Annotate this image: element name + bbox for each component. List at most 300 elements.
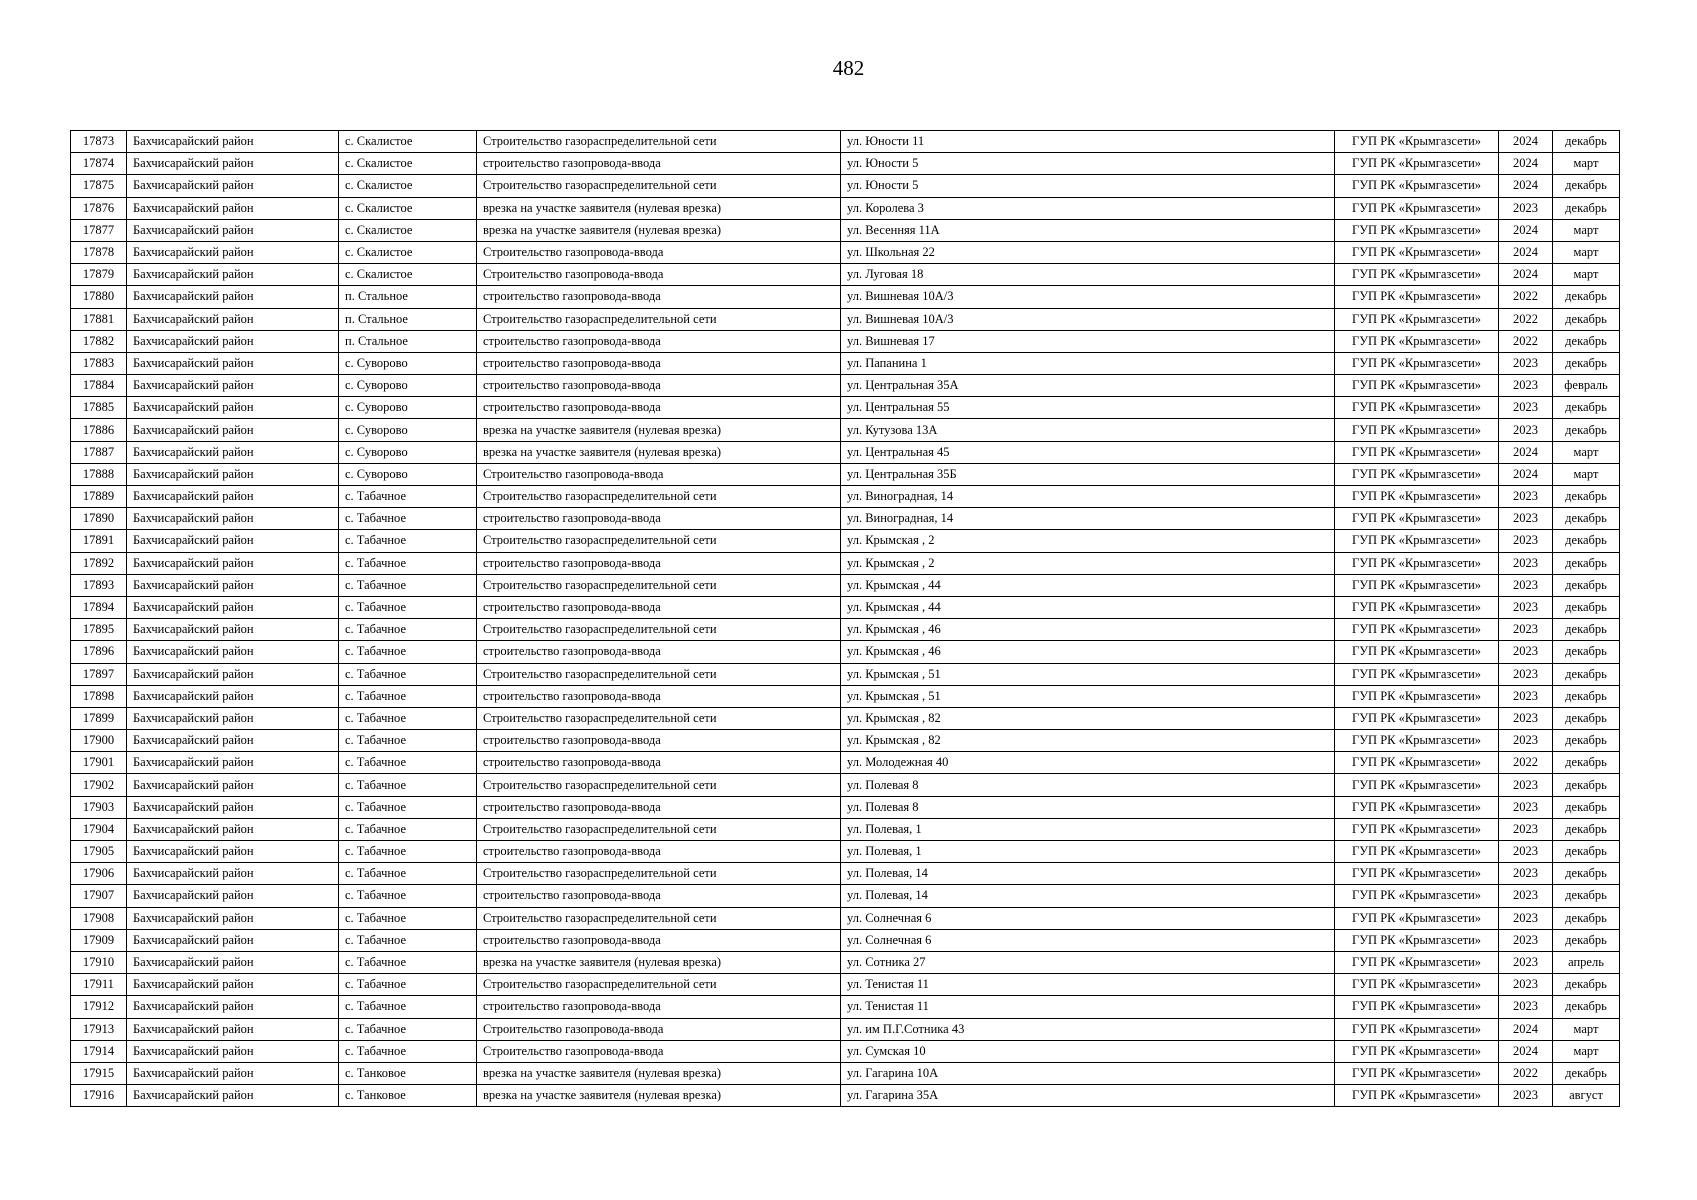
district-cell: Бахчисарайский район [127,1040,339,1062]
address-cell: ул. Крымская , 82 [841,730,1335,752]
month-cell: декабрь [1553,974,1620,996]
table-body [71,131,1620,1107]
year-cell: 2022 [1499,330,1553,352]
address-cell: ул. Крымская , 2 [841,530,1335,552]
address-cell: ул. Папанина 1 [841,352,1335,374]
month-cell: декабрь [1553,685,1620,707]
address-cell: ул. Центральная 35Б [841,463,1335,485]
district-cell: Бахчисарайский район [127,574,339,596]
work-type-cell: Строительство газораспределительной сети [477,530,841,552]
organization-cell: ГУП РК «Крымгазсети» [1335,463,1499,485]
month-cell: март [1553,1018,1620,1040]
address-cell: ул. Сумская 10 [841,1040,1335,1062]
address-cell: ул. им П.Г.Сотника 43 [841,1018,1335,1040]
work-type-cell: строительство газопровода-ввода [477,286,841,308]
organization-cell: ГУП РК «Крымгазсети» [1335,596,1499,618]
address-cell: ул. Тенистая 11 [841,974,1335,996]
row-number: 17899 [71,707,127,729]
settlement-cell: с. Суворово [339,397,477,419]
district-cell: Бахчисарайский район [127,730,339,752]
row-number: 17877 [71,219,127,241]
organization-cell: ГУП РК «Крымгазсети» [1335,197,1499,219]
table-row [71,818,1620,840]
year-cell: 2023 [1499,774,1553,796]
work-type-cell: Строительство газораспределительной сети [477,663,841,685]
district-cell: Бахчисарайский район [127,352,339,374]
month-cell: декабрь [1553,330,1620,352]
month-cell: декабрь [1553,596,1620,618]
organization-cell: ГУП РК «Крымгазсети» [1335,707,1499,729]
table-row [71,508,1620,530]
work-type-cell: Строительство газопровода-ввода [477,264,841,286]
district-cell: Бахчисарайский район [127,752,339,774]
address-cell: ул. Сотника 27 [841,951,1335,973]
settlement-cell: с. Табачное [339,619,477,641]
address-cell: ул. Полевая 8 [841,774,1335,796]
year-cell: 2024 [1499,219,1553,241]
table-row [71,219,1620,241]
year-cell: 2022 [1499,752,1553,774]
district-cell: Бахчисарайский район [127,685,339,707]
address-cell: ул. Гагарина 35А [841,1085,1335,1107]
settlement-cell: с. Табачное [339,996,477,1018]
row-number: 17883 [71,352,127,374]
table-row [71,574,1620,596]
district-cell: Бахчисарайский район [127,1085,339,1107]
address-cell: ул. Крымская , 51 [841,685,1335,707]
table-row [71,552,1620,574]
district-cell: Бахчисарайский район [127,929,339,951]
year-cell: 2023 [1499,197,1553,219]
organization-cell: ГУП РК «Крымгазсети» [1335,552,1499,574]
row-number: 17898 [71,685,127,707]
table-row [71,175,1620,197]
month-cell: декабрь [1553,197,1620,219]
district-cell: Бахчисарайский район [127,286,339,308]
work-type-cell: врезка на участке заявителя (нулевая врезка) [477,951,841,973]
organization-cell: ГУП РК «Крымгазсети» [1335,907,1499,929]
address-cell: ул. Крымская , 2 [841,552,1335,574]
year-cell: 2024 [1499,131,1553,153]
table-row [71,752,1620,774]
work-type-cell: Строительство газораспределительной сети [477,907,841,929]
row-number: 17914 [71,1040,127,1062]
year-cell: 2024 [1499,264,1553,286]
district-cell: Бахчисарайский район [127,419,339,441]
table-row [71,774,1620,796]
table-row [71,197,1620,219]
organization-cell: ГУП РК «Крымгазсети» [1335,929,1499,951]
month-cell: декабрь [1553,175,1620,197]
work-type-cell: Строительство газопровода-ввода [477,241,841,263]
table-row [71,153,1620,175]
work-type-cell: строительство газопровода-ввода [477,885,841,907]
work-type-cell: Строительство газопровода-ввода [477,1040,841,1062]
district-cell: Бахчисарайский район [127,530,339,552]
address-cell: ул. Луговая 18 [841,264,1335,286]
organization-cell: ГУП РК «Крымгазсети» [1335,885,1499,907]
month-cell: декабрь [1553,885,1620,907]
settlement-cell: с. Табачное [339,774,477,796]
month-cell: март [1553,153,1620,175]
row-number: 17885 [71,397,127,419]
work-type-cell: Строительство газораспределительной сети [477,486,841,508]
work-type-cell: врезка на участке заявителя (нулевая врезка) [477,1062,841,1084]
work-type-cell: строительство газопровода-ввода [477,330,841,352]
district-cell: Бахчисарайский район [127,1018,339,1040]
address-cell: ул. Центральная 45 [841,441,1335,463]
row-number: 17901 [71,752,127,774]
district-cell: Бахчисарайский район [127,641,339,663]
month-cell: декабрь [1553,308,1620,330]
table-row [71,241,1620,263]
organization-cell: ГУП РК «Крымгазсети» [1335,752,1499,774]
settlement-cell: с. Табачное [339,641,477,663]
year-cell: 2023 [1499,486,1553,508]
organization-cell: ГУП РК «Крымгазсети» [1335,330,1499,352]
year-cell: 2024 [1499,1018,1553,1040]
district-cell: Бахчисарайский район [127,841,339,863]
district-cell: Бахчисарайский район [127,219,339,241]
row-number: 17902 [71,774,127,796]
table-row [71,707,1620,729]
district-cell: Бахчисарайский район [127,907,339,929]
year-cell: 2023 [1499,707,1553,729]
organization-cell: ГУП РК «Крымгазсети» [1335,996,1499,1018]
month-cell: декабрь [1553,707,1620,729]
district-cell: Бахчисарайский район [127,486,339,508]
district-cell: Бахчисарайский район [127,596,339,618]
settlement-cell: с. Танковое [339,1062,477,1084]
settlement-cell: с. Табачное [339,552,477,574]
year-cell: 2022 [1499,1062,1553,1084]
table-row [71,929,1620,951]
row-number: 17881 [71,308,127,330]
organization-cell: ГУП РК «Крымгазсети» [1335,131,1499,153]
organization-cell: ГУП РК «Крымгазсети» [1335,818,1499,840]
settlement-cell: с. Табачное [339,907,477,929]
settlement-cell: с. Табачное [339,841,477,863]
settlement-cell: с. Суворово [339,352,477,374]
organization-cell: ГУП РК «Крымгазсети» [1335,153,1499,175]
address-cell: ул. Крымская , 46 [841,619,1335,641]
year-cell: 2023 [1499,907,1553,929]
work-type-cell: врезка на участке заявителя (нулевая врезка) [477,197,841,219]
organization-cell: ГУП РК «Крымгазсети» [1335,951,1499,973]
district-cell: Бахчисарайский район [127,197,339,219]
row-number: 17906 [71,863,127,885]
row-number: 17905 [71,841,127,863]
year-cell: 2024 [1499,241,1553,263]
address-cell: ул. Королева 3 [841,197,1335,219]
year-cell: 2023 [1499,596,1553,618]
table-row [71,1040,1620,1062]
district-cell: Бахчисарайский район [127,131,339,153]
district-cell: Бахчисарайский район [127,796,339,818]
organization-cell: ГУП РК «Крымгазсети» [1335,1040,1499,1062]
month-cell: декабрь [1553,486,1620,508]
month-cell: декабрь [1553,397,1620,419]
work-type-cell: строительство газопровода-ввода [477,730,841,752]
year-cell: 2023 [1499,685,1553,707]
work-type-cell: Строительство газораспределительной сети [477,574,841,596]
year-cell: 2023 [1499,841,1553,863]
district-cell: Бахчисарайский район [127,175,339,197]
settlement-cell: п. Стальное [339,308,477,330]
organization-cell: ГУП РК «Крымгазсети» [1335,286,1499,308]
organization-cell: ГУП РК «Крымгазсети» [1335,685,1499,707]
year-cell: 2022 [1499,308,1553,330]
address-cell: ул. Гагарина 10А [841,1062,1335,1084]
table-row [71,641,1620,663]
district-cell: Бахчисарайский район [127,619,339,641]
organization-cell: ГУП РК «Крымгазсети» [1335,375,1499,397]
organization-cell: ГУП РК «Крымгазсети» [1335,641,1499,663]
settlement-cell: с. Скалистое [339,197,477,219]
table-row [71,1018,1620,1040]
work-type-cell: строительство газопровода-ввода [477,596,841,618]
year-cell: 2023 [1499,352,1553,374]
work-type-cell: строительство газопровода-ввода [477,397,841,419]
month-cell: декабрь [1553,863,1620,885]
district-cell: Бахчисарайский район [127,951,339,973]
organization-cell: ГУП РК «Крымгазсети» [1335,508,1499,530]
district-cell: Бахчисарайский район [127,663,339,685]
address-cell: ул. Крымская , 82 [841,707,1335,729]
address-cell: ул. Виноградная, 14 [841,486,1335,508]
settlement-cell: с. Суворово [339,419,477,441]
month-cell: декабрь [1553,796,1620,818]
district-cell: Бахчисарайский район [127,463,339,485]
year-cell: 2023 [1499,730,1553,752]
table-row [71,841,1620,863]
organization-cell: ГУП РК «Крымгазсети» [1335,486,1499,508]
row-number: 17913 [71,1018,127,1040]
organization-cell: ГУП РК «Крымгазсети» [1335,219,1499,241]
gasification-table [70,130,1620,1107]
table-row [71,885,1620,907]
settlement-cell: с. Табачное [339,974,477,996]
month-cell: декабрь [1553,730,1620,752]
row-number: 17916 [71,1085,127,1107]
organization-cell: ГУП РК «Крымгазсети» [1335,419,1499,441]
row-number: 17882 [71,330,127,352]
row-number: 17878 [71,241,127,263]
row-number: 17909 [71,929,127,951]
settlement-cell: с. Скалистое [339,241,477,263]
district-cell: Бахчисарайский район [127,1062,339,1084]
settlement-cell: с. Табачное [339,730,477,752]
settlement-cell: с. Табачное [339,752,477,774]
address-cell: ул. Полевая, 14 [841,863,1335,885]
month-cell: декабрь [1553,641,1620,663]
address-cell: ул. Юности 11 [841,131,1335,153]
table-row [71,330,1620,352]
row-number: 17880 [71,286,127,308]
row-number: 17873 [71,131,127,153]
organization-cell: ГУП РК «Крымгазсети» [1335,974,1499,996]
work-type-cell: строительство газопровода-ввода [477,841,841,863]
year-cell: 2023 [1499,951,1553,973]
row-number: 17910 [71,951,127,973]
organization-cell: ГУП РК «Крымгазсети» [1335,863,1499,885]
table-row [71,663,1620,685]
table-row [71,419,1620,441]
table-row [71,796,1620,818]
work-type-cell: врезка на участке заявителя (нулевая врезка) [477,441,841,463]
month-cell: декабрь [1553,774,1620,796]
year-cell: 2023 [1499,796,1553,818]
month-cell: декабрь [1553,752,1620,774]
settlement-cell: с. Табачное [339,707,477,729]
settlement-cell: с. Табачное [339,818,477,840]
table-row [71,907,1620,929]
year-cell: 2023 [1499,885,1553,907]
address-cell: ул. Кутузова 13А [841,419,1335,441]
month-cell: декабрь [1553,663,1620,685]
organization-cell: ГУП РК «Крымгазсети» [1335,264,1499,286]
table-row [71,1062,1620,1084]
work-type-cell: Строительство газораспределительной сети [477,774,841,796]
district-cell: Бахчисарайский район [127,153,339,175]
settlement-cell: с. Табачное [339,951,477,973]
organization-cell: ГУП РК «Крымгазсети» [1335,1062,1499,1084]
year-cell: 2023 [1499,663,1553,685]
address-cell: ул. Центральная 35А [841,375,1335,397]
settlement-cell: с. Табачное [339,574,477,596]
month-cell: декабрь [1553,552,1620,574]
year-cell: 2023 [1499,818,1553,840]
work-type-cell: строительство газопровода-ввода [477,796,841,818]
table-row [71,463,1620,485]
month-cell: декабрь [1553,1062,1620,1084]
year-cell: 2022 [1499,286,1553,308]
work-type-cell: строительство газопровода-ввода [477,153,841,175]
table-row [71,352,1620,374]
row-number: 17915 [71,1062,127,1084]
row-number: 17884 [71,375,127,397]
table-row [71,397,1620,419]
table-row [71,286,1620,308]
address-cell: ул. Весенняя 11А [841,219,1335,241]
month-cell: декабрь [1553,841,1620,863]
settlement-cell: с. Танковое [339,1085,477,1107]
row-number: 17894 [71,596,127,618]
work-type-cell: Строительство газораспределительной сети [477,818,841,840]
address-cell: ул. Солнечная 6 [841,929,1335,951]
year-cell: 2024 [1499,175,1553,197]
row-number: 17891 [71,530,127,552]
year-cell: 2023 [1499,397,1553,419]
month-cell: декабрь [1553,286,1620,308]
work-type-cell: врезка на участке заявителя (нулевая врезка) [477,1085,841,1107]
address-cell: ул. Солнечная 6 [841,907,1335,929]
address-cell: ул. Крымская , 44 [841,596,1335,618]
table-row [71,996,1620,1018]
organization-cell: ГУП РК «Крымгазсети» [1335,1018,1499,1040]
row-number: 17897 [71,663,127,685]
row-number: 17903 [71,796,127,818]
month-cell: март [1553,241,1620,263]
work-type-cell: Строительство газораспределительной сети [477,131,841,153]
row-number: 17900 [71,730,127,752]
table-row [71,131,1620,153]
row-number: 17907 [71,885,127,907]
row-number: 17886 [71,419,127,441]
settlement-cell: с. Табачное [339,796,477,818]
address-cell: ул. Вишневая 10А/3 [841,286,1335,308]
table-row [71,951,1620,973]
page-number: 482 [832,56,865,80]
row-number: 17879 [71,264,127,286]
month-cell: декабрь [1553,818,1620,840]
address-cell: ул. Виноградная, 14 [841,508,1335,530]
work-type-cell: строительство газопровода-ввода [477,552,841,574]
district-cell: Бахчисарайский район [127,330,339,352]
row-number: 17876 [71,197,127,219]
year-cell: 2023 [1499,1085,1553,1107]
work-type-cell: строительство газопровода-ввода [477,996,841,1018]
settlement-cell: с. Табачное [339,663,477,685]
settlement-cell: с. Скалистое [339,219,477,241]
district-cell: Бахчисарайский район [127,774,339,796]
settlement-cell: с. Табачное [339,1018,477,1040]
year-cell: 2024 [1499,153,1553,175]
month-cell: апрель [1553,951,1620,973]
address-cell: ул. Полевая, 14 [841,885,1335,907]
row-number: 17888 [71,463,127,485]
organization-cell: ГУП РК «Крымгазсети» [1335,397,1499,419]
year-cell: 2023 [1499,574,1553,596]
organization-cell: ГУП РК «Крымгазсети» [1335,619,1499,641]
district-cell: Бахчисарайский район [127,863,339,885]
month-cell: декабрь [1553,574,1620,596]
organization-cell: ГУП РК «Крымгазсети» [1335,241,1499,263]
organization-cell: ГУП РК «Крымгазсети» [1335,441,1499,463]
settlement-cell: с. Суворово [339,463,477,485]
address-cell: ул. Центральная 55 [841,397,1335,419]
month-cell: декабрь [1553,508,1620,530]
table-row [71,685,1620,707]
settlement-cell: с. Табачное [339,508,477,530]
district-cell: Бахчисарайский район [127,508,339,530]
row-number: 17911 [71,974,127,996]
district-cell: Бахчисарайский район [127,397,339,419]
work-type-cell: строительство газопровода-ввода [477,375,841,397]
settlement-cell: с. Табачное [339,486,477,508]
row-number: 17874 [71,153,127,175]
year-cell: 2024 [1499,441,1553,463]
work-type-cell: Строительство газораспределительной сети [477,175,841,197]
month-cell: март [1553,1040,1620,1062]
month-cell: декабрь [1553,419,1620,441]
row-number: 17893 [71,574,127,596]
work-type-cell: Строительство газопровода-ввода [477,1018,841,1040]
organization-cell: ГУП РК «Крымгазсети» [1335,352,1499,374]
address-cell: ул. Полевая, 1 [841,841,1335,863]
district-cell: Бахчисарайский район [127,818,339,840]
address-cell: ул. Полевая 8 [841,796,1335,818]
month-cell: декабрь [1553,929,1620,951]
work-type-cell: Строительство газораспределительной сети [477,974,841,996]
year-cell: 2023 [1499,974,1553,996]
settlement-cell: с. Табачное [339,885,477,907]
settlement-cell: с. Табачное [339,596,477,618]
year-cell: 2023 [1499,508,1553,530]
organization-cell: ГУП РК «Крымгазсети» [1335,308,1499,330]
row-number: 17896 [71,641,127,663]
settlement-cell: с. Табачное [339,863,477,885]
